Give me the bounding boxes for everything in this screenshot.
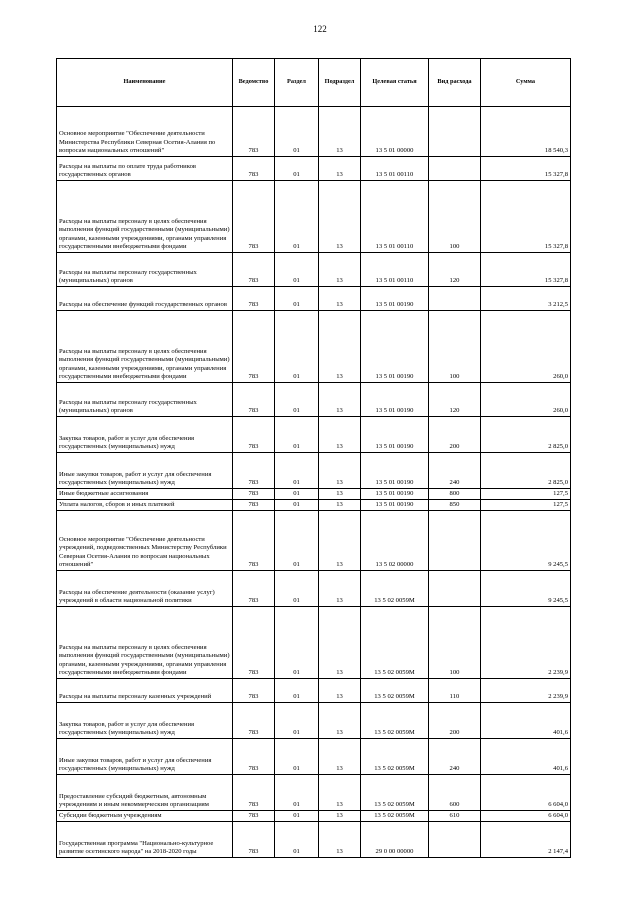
table-row (57, 739, 571, 775)
row-target-item: 13 5 01 00190 (361, 383, 429, 417)
table-row (57, 679, 571, 703)
row-name: Субсидии бюджетным учреждениям (57, 811, 233, 822)
row-target-item: 13 5 02 0059М (361, 703, 429, 739)
row-target-item: 13 5 01 00190 (361, 453, 429, 489)
header-amount: Сумма (481, 59, 571, 107)
row-target-item: 13 5 02 00000 (361, 511, 429, 571)
row-name: Уплата налогов, сборов и иных платежей (57, 500, 233, 511)
row-subsection: 13 (319, 489, 361, 500)
row-department: 783 (233, 739, 275, 775)
row-section: 01 (275, 253, 319, 287)
row-section: 01 (275, 511, 319, 571)
row-amount: 2 825,0 (481, 453, 571, 489)
row-amount: 9 245,5 (481, 511, 571, 571)
row-amount: 260,0 (481, 311, 571, 383)
row-subsection: 13 (319, 453, 361, 489)
table-row (57, 500, 571, 511)
row-amount: 260,0 (481, 383, 571, 417)
row-amount: 2 239,9 (481, 679, 571, 703)
row-name: Расходы на выплаты персоналу казенных учреждений (57, 679, 233, 703)
row-name: Иные закупки товаров, работ и услуг для обеспечения государственных (муниципальных) нужд (57, 453, 233, 489)
row-name: Расходы на обеспечение деятельности (оказание услуг) учреждений в области национальной политики (57, 571, 233, 607)
row-department: 783 (233, 500, 275, 511)
row-department: 783 (233, 181, 275, 253)
table-row (57, 181, 571, 253)
row-amount: 15 327,8 (481, 253, 571, 287)
row-expense-type: 100 (429, 181, 481, 253)
row-name: Расходы на выплаты по оплате труда работников государственных органов (57, 157, 233, 181)
table-row (57, 775, 571, 811)
row-expense-type: 200 (429, 703, 481, 739)
table-row (57, 822, 571, 858)
row-expense-type (429, 571, 481, 607)
table-row (57, 311, 571, 383)
row-subsection: 13 (319, 511, 361, 571)
row-subsection: 13 (319, 253, 361, 287)
row-subsection: 13 (319, 383, 361, 417)
row-department: 783 (233, 775, 275, 811)
row-amount: 9 245,5 (481, 571, 571, 607)
row-target-item: 13 5 02 0059М (361, 739, 429, 775)
row-target-item: 13 5 01 00110 (361, 181, 429, 253)
row-expense-type: 850 (429, 500, 481, 511)
row-subsection: 13 (319, 181, 361, 253)
row-subsection: 13 (319, 679, 361, 703)
table-row (57, 811, 571, 822)
row-section: 01 (275, 811, 319, 822)
row-expense-type: 110 (429, 679, 481, 703)
row-name: Расходы на выплаты персоналу в целях обеспечения выполнения функций государственными (муниципальными) органами, казенными учреждениями, органами управления государственными внебюджетными фондами (57, 181, 233, 253)
row-expense-type: 240 (429, 453, 481, 489)
row-name: Расходы на выплаты персоналу в целях обеспечения выполнения функций государственными (муниципальными) органами, казенными учреждениями, органами управления государственными внебюджетными фондами (57, 607, 233, 679)
row-expense-type: 200 (429, 417, 481, 453)
row-expense-type: 120 (429, 253, 481, 287)
row-department: 783 (233, 383, 275, 417)
row-expense-type: 120 (429, 383, 481, 417)
row-amount: 2 147,4 (481, 822, 571, 858)
row-section: 01 (275, 181, 319, 253)
row-target-item: 13 5 01 00110 (361, 157, 429, 181)
row-subsection: 13 (319, 703, 361, 739)
row-name: Расходы на выплаты персоналу государственных (муниципальных) органов (57, 253, 233, 287)
row-target-item: 13 5 01 00190 (361, 500, 429, 511)
row-target-item: 13 5 01 00190 (361, 287, 429, 311)
row-target-item: 13 5 01 00190 (361, 417, 429, 453)
row-amount: 15 327,8 (481, 157, 571, 181)
row-expense-type: 100 (429, 607, 481, 679)
row-amount: 2 239,9 (481, 607, 571, 679)
budget-table (56, 58, 571, 858)
row-amount: 3 212,5 (481, 287, 571, 311)
row-amount: 127,5 (481, 489, 571, 500)
table-row (57, 107, 571, 157)
table-row (57, 511, 571, 571)
row-amount: 401,6 (481, 739, 571, 775)
row-subsection: 13 (319, 157, 361, 181)
row-section: 01 (275, 311, 319, 383)
row-name: Расходы на обеспечение функций государственных органов (57, 287, 233, 311)
row-subsection: 13 (319, 607, 361, 679)
row-expense-type (429, 511, 481, 571)
row-department: 783 (233, 157, 275, 181)
row-amount: 18 540,3 (481, 107, 571, 157)
row-subsection: 13 (319, 107, 361, 157)
row-amount: 127,5 (481, 500, 571, 511)
row-target-item: 13 5 02 0059М (361, 811, 429, 822)
table-row (57, 253, 571, 287)
row-target-item: 13 5 02 0059М (361, 775, 429, 811)
row-name: Иные бюджетные ассигнования (57, 489, 233, 500)
row-section: 01 (275, 822, 319, 858)
row-expense-type: 800 (429, 489, 481, 500)
row-subsection: 13 (319, 311, 361, 383)
row-subsection: 13 (319, 417, 361, 453)
row-section: 01 (275, 571, 319, 607)
table-row (57, 571, 571, 607)
row-department: 783 (233, 811, 275, 822)
row-name: Основное мероприятие "Обеспечение деятельности Министерства Республики Северная Осетия-Алания по вопросам национальных отношений" (57, 107, 233, 157)
table-row (57, 453, 571, 489)
row-department: 783 (233, 417, 275, 453)
table-row (57, 489, 571, 500)
header-department: Ведомство (233, 59, 275, 107)
table-row (57, 287, 571, 311)
row-amount: 2 825,0 (481, 417, 571, 453)
row-subsection: 13 (319, 500, 361, 511)
row-expense-type (429, 287, 481, 311)
row-expense-type (429, 157, 481, 181)
row-department: 783 (233, 703, 275, 739)
table-row (57, 157, 571, 181)
header-subsection: Подраздел (319, 59, 361, 107)
row-name: Предоставление субсидий бюджетным, автономным учреждениям и иным некоммерческим организациям (57, 775, 233, 811)
row-name: Иные закупки товаров, работ и услуг для обеспечения государственных (муниципальных) нужд (57, 739, 233, 775)
table-row (57, 703, 571, 739)
row-department: 783 (233, 287, 275, 311)
row-section: 01 (275, 703, 319, 739)
row-target-item: 13 5 02 0059М (361, 679, 429, 703)
row-section: 01 (275, 607, 319, 679)
row-name: Государственная программа "Национально-культурное развитие осетинского народа" на 2018-2020 годы (57, 822, 233, 858)
table-row (57, 383, 571, 417)
row-department: 783 (233, 453, 275, 489)
row-section: 01 (275, 107, 319, 157)
row-expense-type: 600 (429, 775, 481, 811)
row-subsection: 13 (319, 775, 361, 811)
row-subsection: 13 (319, 287, 361, 311)
row-expense-type (429, 822, 481, 858)
row-section: 01 (275, 500, 319, 511)
row-department: 783 (233, 253, 275, 287)
row-target-item: 13 5 01 00190 (361, 311, 429, 383)
row-amount: 6 604,0 (481, 775, 571, 811)
header-expense-type: Вид расхода (429, 59, 481, 107)
header-name: Наименование (57, 59, 233, 107)
row-department: 783 (233, 489, 275, 500)
row-target-item: 13 5 01 00000 (361, 107, 429, 157)
row-expense-type: 100 (429, 311, 481, 383)
row-section: 01 (275, 157, 319, 181)
row-section: 01 (275, 453, 319, 489)
header-target-item: Целевая статья (361, 59, 429, 107)
row-name: Расходы на выплаты персоналу в целях обеспечения выполнения функций государственными (муниципальными) органами, казенными учреждениями, органами управления государственными внебюджетными фондами (57, 311, 233, 383)
row-subsection: 13 (319, 739, 361, 775)
row-section: 01 (275, 287, 319, 311)
row-department: 783 (233, 107, 275, 157)
row-department: 783 (233, 679, 275, 703)
header-section: Раздел (275, 59, 319, 107)
row-name: Расходы на выплаты персоналу государственных (муниципальных) органов (57, 383, 233, 417)
row-target-item: 13 5 01 00110 (361, 253, 429, 287)
row-section: 01 (275, 775, 319, 811)
row-section: 01 (275, 383, 319, 417)
row-target-item: 29 0 00 00000 (361, 822, 429, 858)
row-department: 783 (233, 511, 275, 571)
table-header-row (57, 59, 571, 107)
row-section: 01 (275, 417, 319, 453)
row-name: Основное мероприятие "Обеспечение деятельности учреждений, подведомственных Министерству Республики Северная Осетия-Алания по вопросам национальных отношений" (57, 511, 233, 571)
row-target-item: 13 5 02 0059М (361, 571, 429, 607)
row-department: 783 (233, 822, 275, 858)
row-department: 783 (233, 311, 275, 383)
row-amount: 15 327,8 (481, 181, 571, 253)
row-target-item: 13 5 01 00190 (361, 489, 429, 500)
table-row (57, 417, 571, 453)
row-subsection: 13 (319, 811, 361, 822)
table-row (57, 607, 571, 679)
row-section: 01 (275, 739, 319, 775)
row-subsection: 13 (319, 571, 361, 607)
row-section: 01 (275, 489, 319, 500)
row-department: 783 (233, 607, 275, 679)
row-expense-type: 240 (429, 739, 481, 775)
row-amount: 401,6 (481, 703, 571, 739)
row-subsection: 13 (319, 822, 361, 858)
row-amount: 6 604,0 (481, 811, 571, 822)
row-expense-type (429, 107, 481, 157)
row-department: 783 (233, 571, 275, 607)
row-section: 01 (275, 679, 319, 703)
row-name: Закупка товаров, работ и услуг для обеспечения государственных (муниципальных) нужд (57, 703, 233, 739)
row-name: Закупка товаров, работ и услуг для обеспечения государственных (муниципальных) нужд (57, 417, 233, 453)
row-expense-type: 610 (429, 811, 481, 822)
row-target-item: 13 5 02 0059М (361, 607, 429, 679)
page-number: 122 (313, 24, 327, 34)
